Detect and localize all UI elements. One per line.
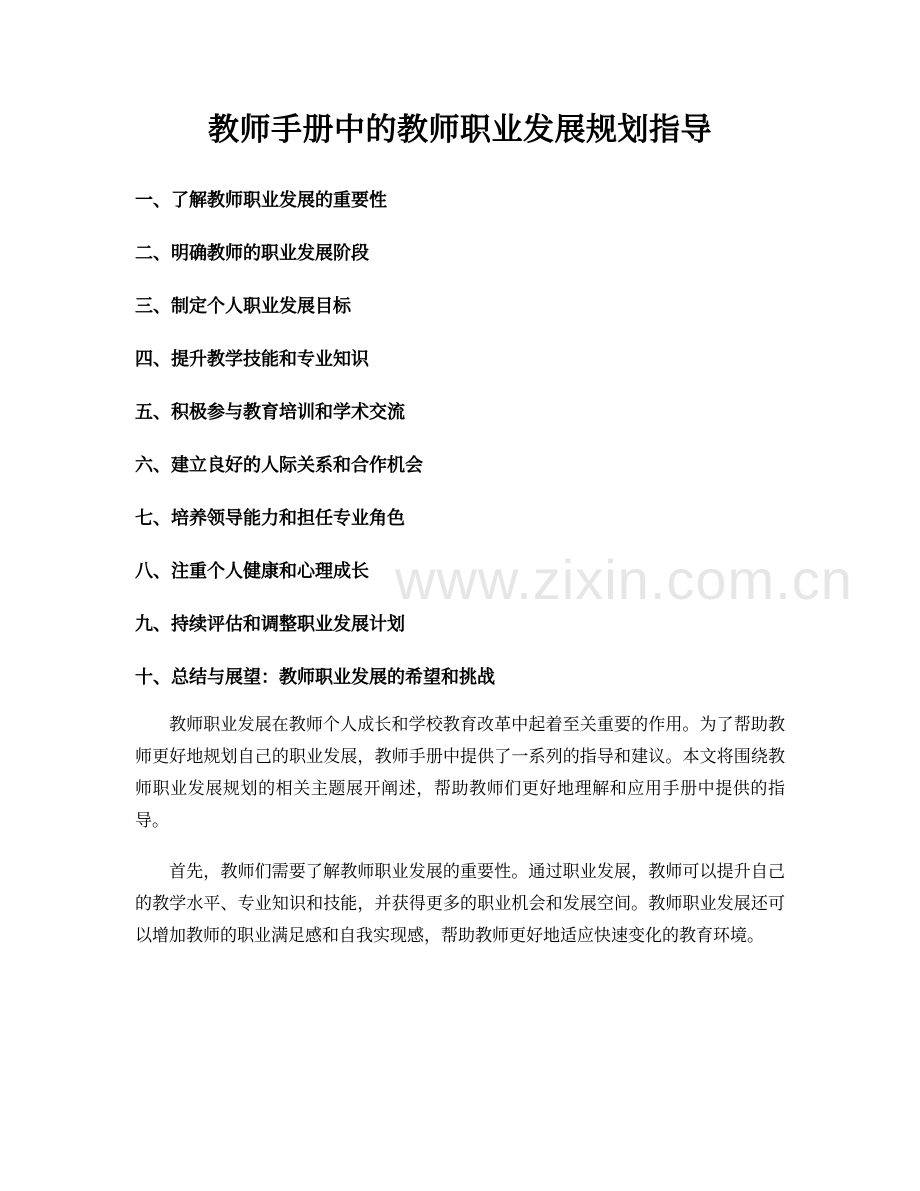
toc-item: 十、总结与展望：教师职业发展的希望和挑战 xyxy=(135,667,495,688)
toc-item: 四、提升教学技能和专业知识 xyxy=(135,349,369,370)
document-title: 教师手册中的教师职业发展规划指导 xyxy=(208,112,712,148)
toc-item: 二、明确教师的职业发展阶段 xyxy=(135,243,369,264)
paragraph-first: 首先，教师们需要了解教师职业发展的重要性。通过职业发展，教师可以提升自己的教学水平、专业知识和技能，并获得更多的职业机会和发展空间。教师职业发展还可以增加教师的职业满足感和自我实现感，帮助教师更好地适应快速变化的教育环境。 xyxy=(135,862,785,946)
toc-item: 六、建立良好的人际关系和合作机会 xyxy=(135,455,423,476)
toc-item: 八、注重个人健康和心理成长 xyxy=(135,561,369,582)
watermark: www.zixin.com.cn xyxy=(395,548,853,611)
body-text xyxy=(135,709,785,971)
toc-item: 五、积极参与教育培训和学术交流 xyxy=(135,402,405,423)
paragraph-intro: 教师职业发展在教师个人成长和学校教育改革中起着至关重要的作用。为了帮助教师更好地规划自己的职业发展，教师手册中提供了一系列的指导和建议。本文将围绕教师职业发展规划的相关主题展开阐述，帮助教师们更好地理解和应用手册中提供的指导。 xyxy=(135,715,785,831)
toc-item: 三、制定个人职业发展目标 xyxy=(135,296,351,317)
toc-item: 七、培养领导能力和担任专业角色 xyxy=(135,508,405,529)
table-of-contents xyxy=(135,186,495,716)
toc-item: 九、持续评估和调整职业发展计划 xyxy=(135,614,405,635)
toc-item: 一、了解教师职业发展的重要性 xyxy=(135,190,387,211)
